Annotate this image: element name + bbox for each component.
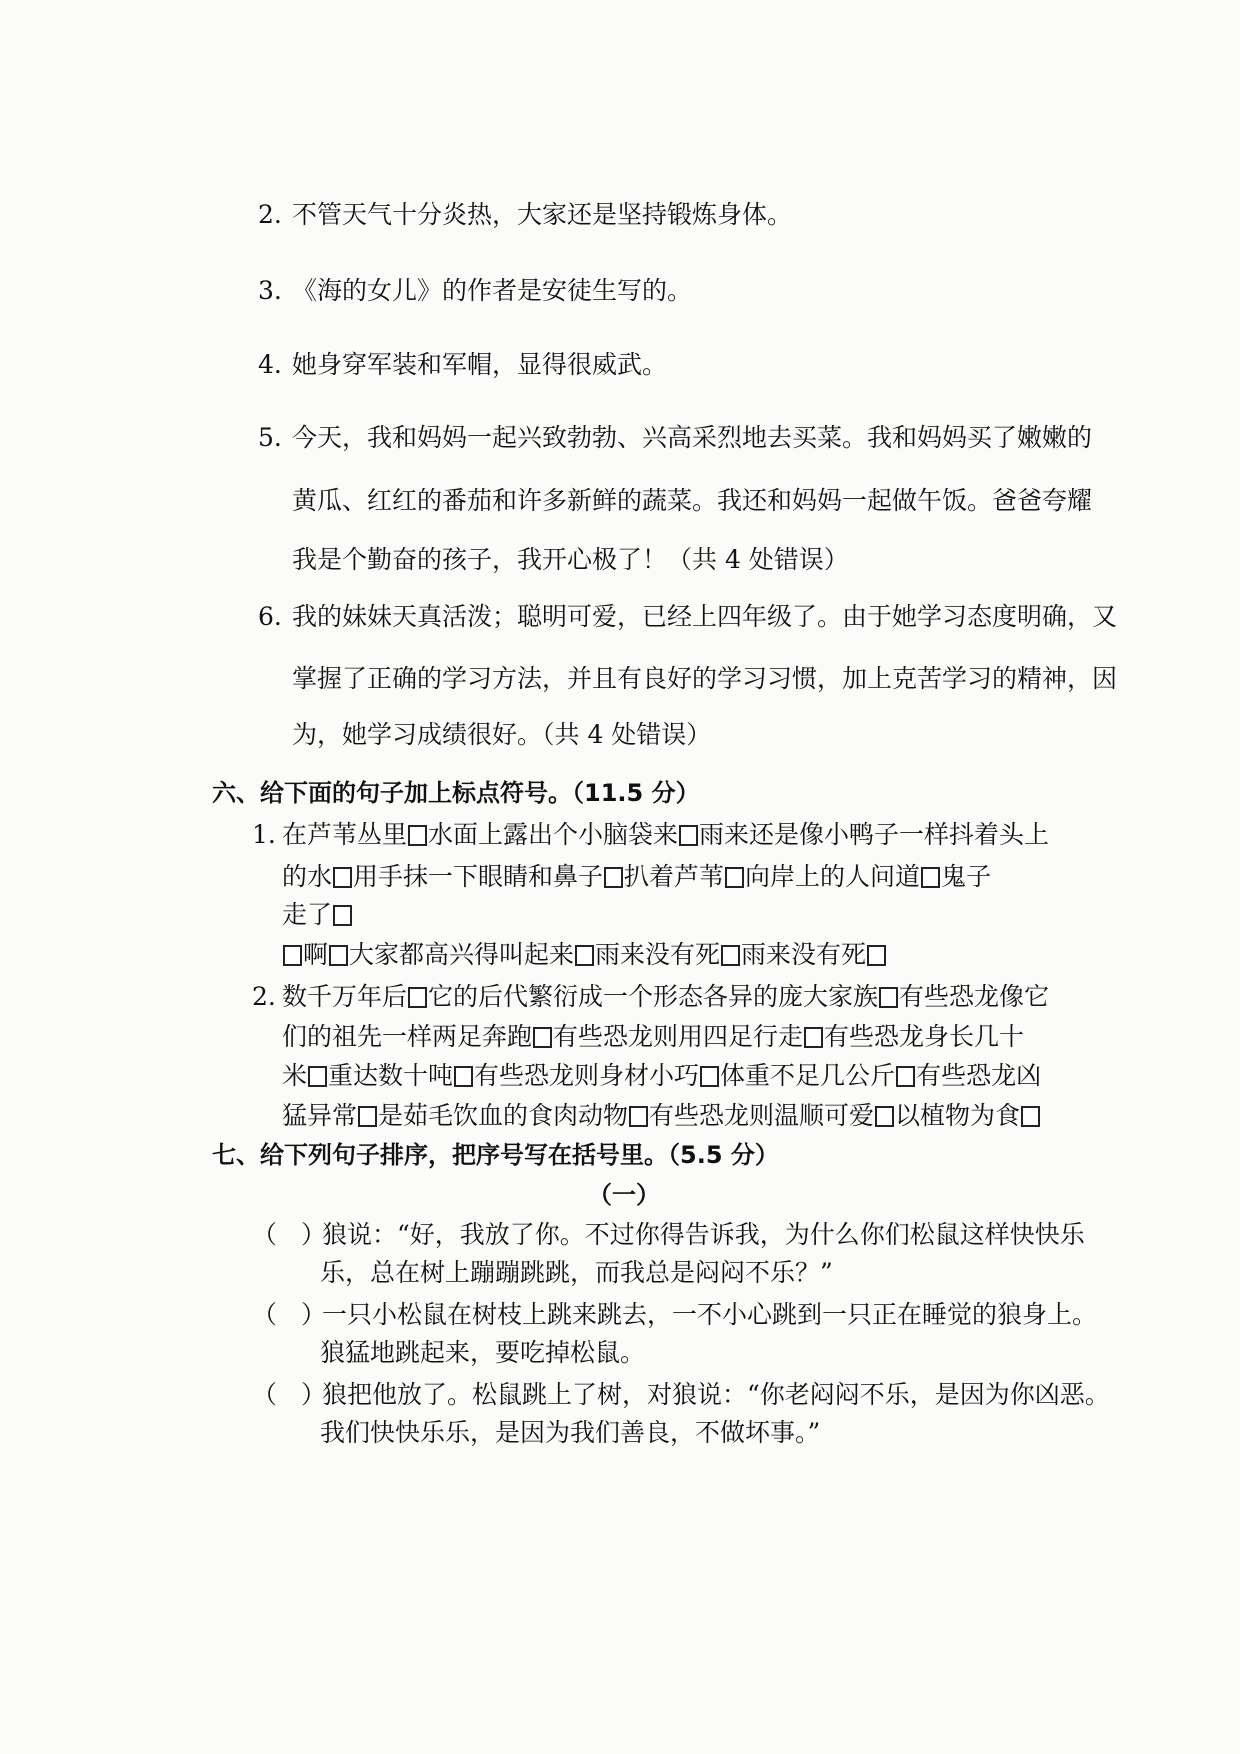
sentence-segment: 有些恐龙则身材小巧 bbox=[474, 1061, 700, 1090]
punctuation-box[interactable] bbox=[308, 1066, 327, 1087]
sentence-segment: 水面上露出个小脑袋来 bbox=[428, 820, 679, 849]
item-text: 一只小松鼠在树枝上跳来跳去，一不小心跳到一只正在睡觉的狼身上。 bbox=[322, 1300, 1098, 1329]
sentence-segment: 们的祖先一样两足奔跑 bbox=[282, 1022, 533, 1051]
sentence-segment: 啊 bbox=[303, 940, 329, 969]
punctuation-box[interactable] bbox=[896, 1066, 915, 1087]
sentence-segment: 猛异常 bbox=[282, 1101, 358, 1130]
sentence-segment: 雨来没有死 bbox=[595, 940, 721, 969]
sentence-segment: 鬼子 bbox=[941, 862, 992, 891]
punctuation-box[interactable] bbox=[604, 867, 623, 888]
punctuation-box[interactable] bbox=[721, 945, 740, 966]
sentence-segment: 数千万年后 bbox=[282, 982, 408, 1011]
sentence-segment: 雨来没有死 bbox=[741, 940, 867, 969]
punctuation-box[interactable] bbox=[700, 1066, 719, 1087]
punct-q1-line-1 bbox=[252, 818, 1049, 852]
item-number: 4. bbox=[258, 350, 282, 379]
punct-q1-line-2 bbox=[282, 860, 991, 894]
item-number: 6. bbox=[258, 602, 282, 631]
sentence-segment: 有些恐龙像它 bbox=[899, 982, 1050, 1011]
item-6-line-3: 为，她学习成绩很好。（共 4 处错误） bbox=[292, 720, 712, 749]
item-5 bbox=[258, 421, 1092, 455]
sentence-segment: 有些恐龙则温顺可爱 bbox=[649, 1101, 875, 1130]
item-text: 我的妹妹天真活泼；聪明可爱，已经上四年级了。由于她学习态度明确，又 bbox=[292, 602, 1118, 631]
punct-q1-line-4 bbox=[282, 938, 887, 972]
item-6-line-2: 掌握了正确的学习方法，并且有良好的学习习惯，加上克苦学习的精神，因 bbox=[292, 664, 1118, 693]
punctuation-box[interactable] bbox=[408, 825, 427, 846]
sentence-segment: 有些恐龙则用四足行走 bbox=[553, 1022, 804, 1051]
punct-q2-line-3 bbox=[282, 1059, 1041, 1093]
sentence-segment: 用手抹一下眼睛和鼻子 bbox=[353, 862, 604, 891]
sentence-segment: 有些恐龙凶 bbox=[916, 1061, 1042, 1090]
punctuation-box[interactable] bbox=[454, 1066, 473, 1087]
item-4 bbox=[258, 348, 667, 382]
sentence-segment: 是茹毛饮血的食肉动物 bbox=[378, 1101, 629, 1130]
sentence-segment: 重达数十吨 bbox=[328, 1061, 454, 1090]
item-text: 她身穿军装和军帽，显得很威武。 bbox=[292, 350, 668, 379]
order-item-3-line-2: 我们快快乐乐，是因为我们善良，不做坏事。” bbox=[320, 1418, 821, 1447]
order-item-3 bbox=[252, 1378, 1110, 1412]
punctuation-box[interactable] bbox=[358, 1106, 377, 1127]
item-3 bbox=[258, 274, 692, 308]
sentence-segment: 在芦苇丛里 bbox=[282, 820, 408, 849]
sentence-segment: 体重不足几公斤 bbox=[720, 1061, 896, 1090]
sentence-segment: 米 bbox=[282, 1061, 308, 1090]
item-5-line-3: 我是个勤奋的孩子，我开心极了！（共 4 处错误） bbox=[292, 545, 849, 574]
item-number: 2. bbox=[258, 200, 282, 229]
answer-parentheses[interactable]: （ ） bbox=[252, 1380, 327, 1409]
item-number: 3. bbox=[258, 276, 282, 305]
section-7-subtitle: （一） bbox=[588, 1181, 660, 1209]
punctuation-box[interactable] bbox=[283, 945, 302, 966]
punctuation-box[interactable] bbox=[333, 905, 352, 926]
punctuation-box[interactable] bbox=[629, 1106, 648, 1127]
item-text: 狼说：“好，我放了你。不过你得告诉我，为什么你们松鼠这样快快乐 bbox=[322, 1220, 1085, 1249]
item-number: 1. bbox=[252, 820, 276, 849]
sentence-segment: 向岸上的人问道 bbox=[745, 862, 921, 891]
punct-q2-line-4 bbox=[282, 1099, 1041, 1133]
punctuation-box[interactable] bbox=[575, 945, 594, 966]
punctuation-box[interactable] bbox=[725, 867, 744, 888]
item-6 bbox=[258, 600, 1117, 634]
sentence-segment: 它的后代繁衍成一个形态各异的庞大家族 bbox=[428, 982, 879, 1011]
punctuation-box[interactable] bbox=[329, 945, 348, 966]
punct-q2-line-2 bbox=[282, 1020, 1024, 1054]
punctuation-box[interactable] bbox=[875, 1106, 894, 1127]
order-item-1 bbox=[252, 1218, 1085, 1252]
answer-parentheses[interactable]: （ ） bbox=[252, 1220, 327, 1249]
punctuation-box[interactable] bbox=[921, 867, 940, 888]
item-5-line-2: 黄瓜、红红的番茄和许多新鲜的蔬菜。我还和妈妈一起做午饭。爸爸夸耀 bbox=[292, 486, 1093, 515]
item-text: 《海的女儿》的作者是安徒生写的。 bbox=[292, 276, 693, 305]
punctuation-box[interactable] bbox=[679, 825, 698, 846]
punct-q1-line-3 bbox=[282, 898, 353, 932]
sentence-segment: 的水 bbox=[282, 862, 333, 891]
punct-q2-line-1 bbox=[252, 980, 1049, 1014]
order-item-1-line-2: 乐，总在树上蹦蹦跳跳，而我总是闷闷不乐？” bbox=[320, 1258, 833, 1287]
punctuation-box[interactable] bbox=[408, 987, 427, 1008]
item-text: 今天，我和妈妈一起兴致勃勃、兴高采烈地去买菜。我和妈妈买了嫩嫩的 bbox=[292, 423, 1093, 452]
sentence-segment: 走了 bbox=[282, 900, 333, 929]
punctuation-box[interactable] bbox=[1021, 1106, 1040, 1127]
order-item-2-line-2: 狼猛地跳起来，要吃掉松鼠。 bbox=[320, 1338, 646, 1367]
punctuation-box[interactable] bbox=[333, 867, 352, 888]
item-text: 狼把他放了。松鼠跳上了树，对狼说：“你老闷闷不乐，是因为你凶恶。 bbox=[322, 1380, 1110, 1409]
item-number: 2. bbox=[252, 982, 276, 1011]
order-item-2 bbox=[252, 1298, 1097, 1332]
punctuation-box[interactable] bbox=[533, 1027, 552, 1048]
sentence-segment: 以植物为食 bbox=[895, 1101, 1021, 1130]
punctuation-box[interactable] bbox=[879, 987, 898, 1008]
punctuation-box[interactable] bbox=[867, 945, 886, 966]
item-number: 5. bbox=[258, 423, 282, 452]
sentence-segment: 雨来还是像小鸭子一样抖着头上 bbox=[699, 820, 1050, 849]
answer-parentheses[interactable]: （ ） bbox=[252, 1300, 327, 1329]
item-text: 不管天气十分炎热，大家还是坚持锻炼身体。 bbox=[292, 200, 793, 229]
sentence-segment: 有些恐龙身长几十 bbox=[824, 1022, 1025, 1051]
section-6-heading: 六、给下面的句子加上标点符号。（11.5 分） bbox=[212, 779, 700, 807]
punctuation-box[interactable] bbox=[804, 1027, 823, 1048]
sentence-segment: 扒着芦苇 bbox=[624, 862, 725, 891]
sentence-segment: 大家都高兴得叫起来 bbox=[349, 940, 575, 969]
item-2 bbox=[258, 198, 792, 232]
section-7-heading: 七、给下列句子排序，把序号写在括号里。（5.5 分） bbox=[212, 1141, 779, 1169]
